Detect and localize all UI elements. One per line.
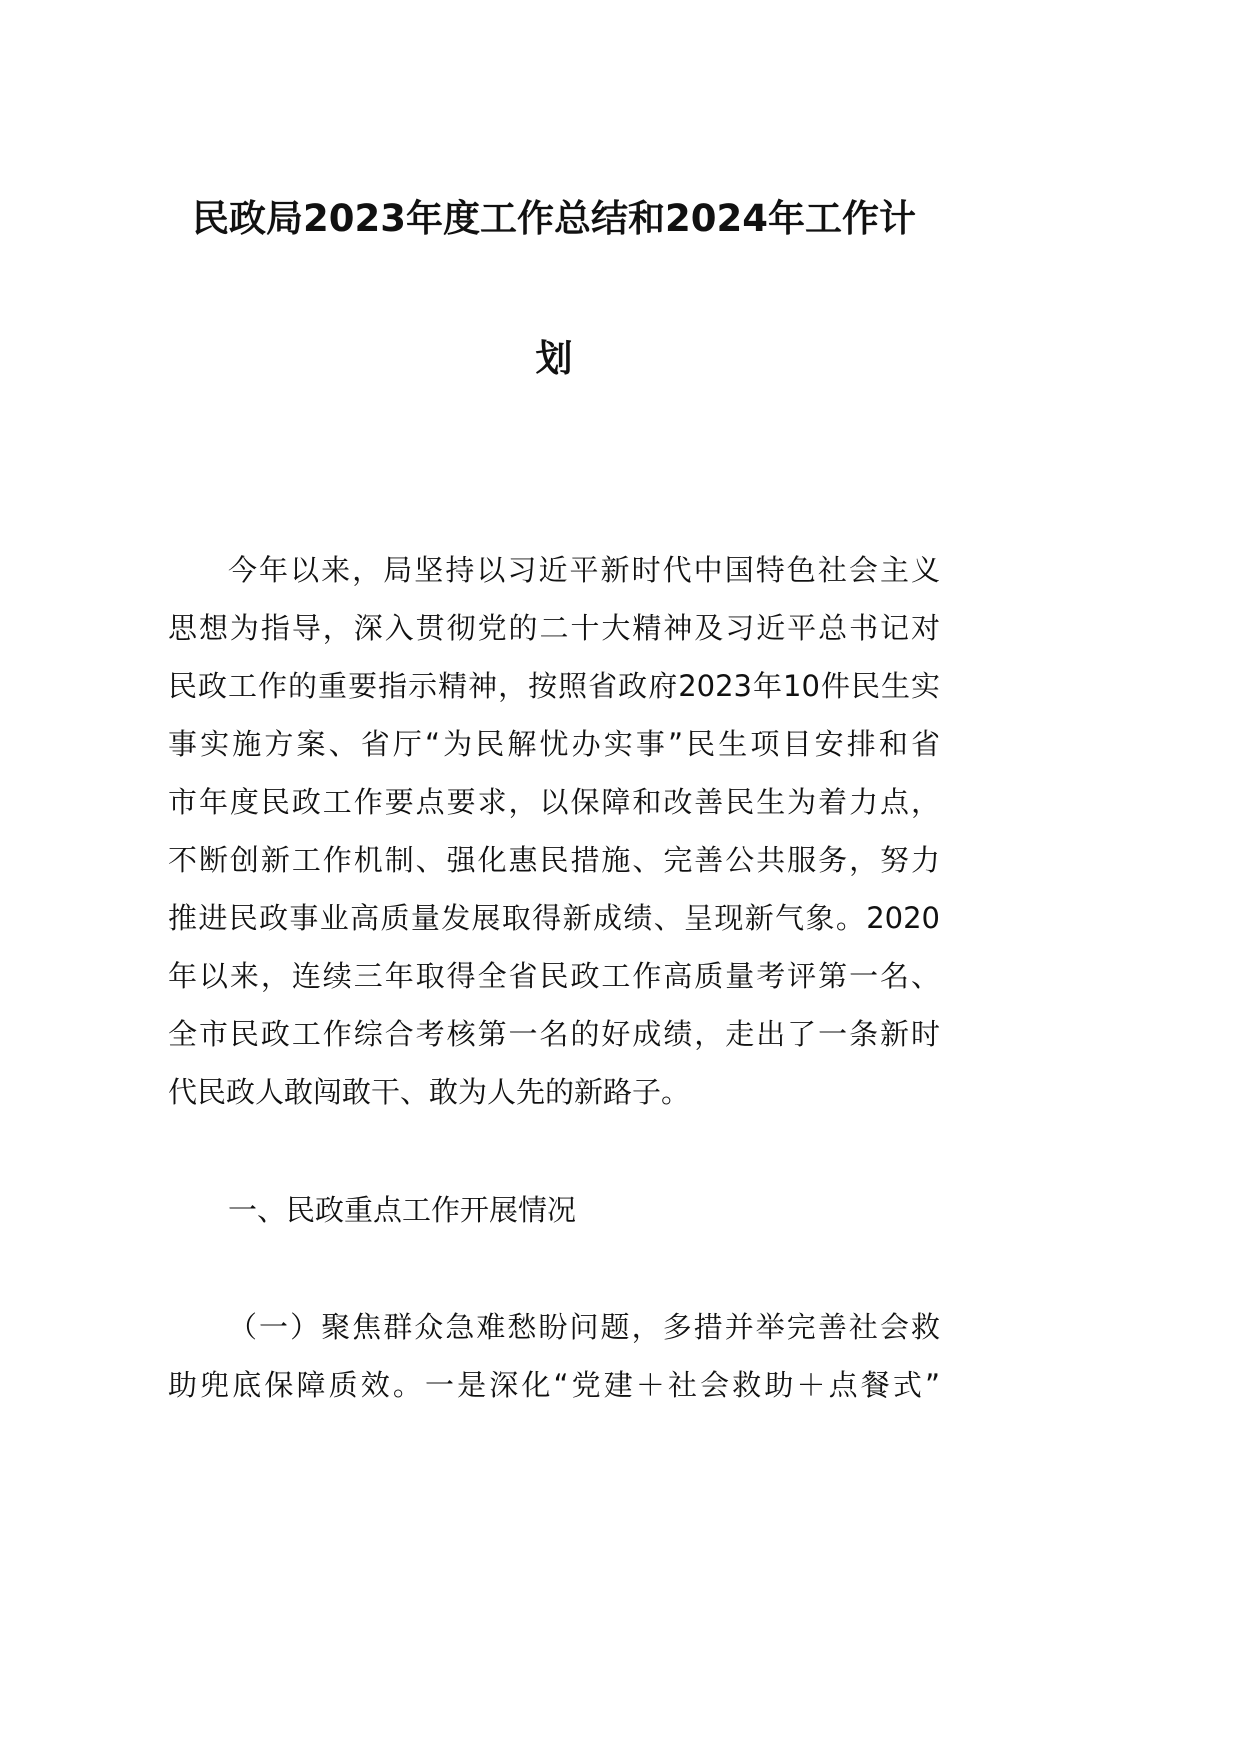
paragraph-line: 全市民政工作综合考核第一名的好成绩，走出了一条新时 bbox=[168, 1017, 940, 1051]
section-heading: 一、民政重点工作开展情况 bbox=[228, 1193, 577, 1227]
paragraph-line: 不断创新工作机制、强化惠民措施、完善公共服务，努力 bbox=[168, 843, 940, 877]
document-title-line-1: 民政局2023年度工作总结和2024年工作计 bbox=[192, 197, 916, 240]
paragraph-line: 代民政人敢闯敢干、敢为人先的新路子。 bbox=[168, 1075, 691, 1109]
paragraph-line: 事实施方案、省厅“为民解忧办实事”民生项目安排和省 bbox=[168, 727, 940, 761]
paragraph-line: 助兜底保障质效。一是深化“党建＋社会救助＋点餐式” bbox=[168, 1368, 940, 1402]
paragraph-line: 市年度民政工作要点要求，以保障和改善民生为着力点， bbox=[168, 785, 940, 819]
paragraph-line: 民政工作的重要指示精神，按照省政府2023年10件民生实 bbox=[168, 669, 940, 703]
paragraph-line: （一）聚焦群众急难愁盼问题，多措并举完善社会救 bbox=[228, 1310, 940, 1344]
document-title-line-2: 划 bbox=[535, 337, 573, 380]
paragraph-line: 年以来，连续三年取得全省民政工作高质量考评第一名、 bbox=[168, 959, 940, 993]
paragraph-line: 今年以来，局坚持以习近平新时代中国特色社会主义 bbox=[228, 553, 940, 587]
paragraph-line: 思想为指导，深入贯彻党的二十大精神及习近平总书记对 bbox=[168, 611, 940, 645]
paragraph-line: 推进民政事业高质量发展取得新成绩、呈现新气象。2020 bbox=[168, 901, 940, 935]
